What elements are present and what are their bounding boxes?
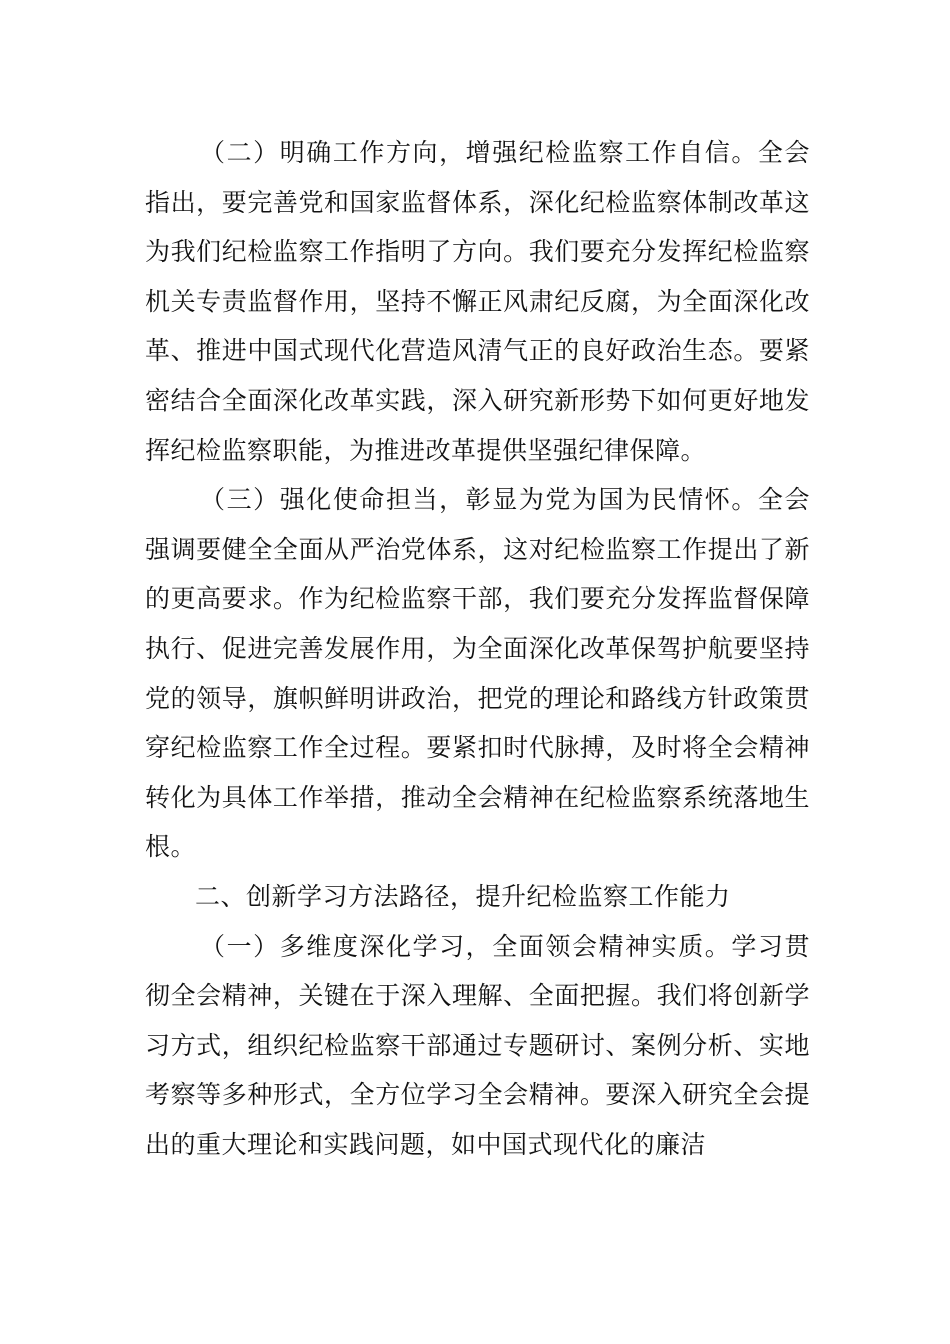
paragraph-mission: （三）强化使命担当，彰显为党为国为民情怀。全会强调要健全全面从严治党体系，这对纪检监察工作提出了新的更高要求。作为纪检监察干部，我们要充分发挥监督保障执行、促进完善发展作用，为全面深化改革保驾护航要坚持党的领导，旗帜鲜明讲政治，把党的理论和路线方针政策贯穿纪检监察工作全过程。要紧扣时代脉搏，及时将全会精神转化为具体工作举措，推动全会精神在纪检监察系统落地生根。 [145,485,810,862]
paragraph-study: （一）多维度深化学习，全面领会精神实质。学习贯彻全会精神，关键在于深入理解、全面把握。我们将创新学习方式，组织纪检监察干部通过专题研讨、案例分析、实地考察等多种形式，全方位学习全会精神。要深入研究全会提出的重大理论和实践问题，如中国式现代化的廉洁 [145,931,810,1159]
paragraph-direction: （二）明确工作方向，增强纪检监察工作自信。全会指出，要完善党和国家监督体系，深化纪检监察体制改革这为我们纪检监察工作指明了方向。我们要充分发挥纪检监察机关专责监督作用，坚持不懈正风肃纪反腐，为全面深化改革、推进中国式现代化营造风清气正的良好政治生态。要紧密结合全面深化改革实践，深入研究新形势下如何更好地发挥纪检监察职能，为推进改革提供坚强纪律保障。 [145,138,810,465]
section-heading: 二、创新学习方法路径，提升纪检监察工作能力 [195,881,731,911]
document-body [145,128,810,1169]
